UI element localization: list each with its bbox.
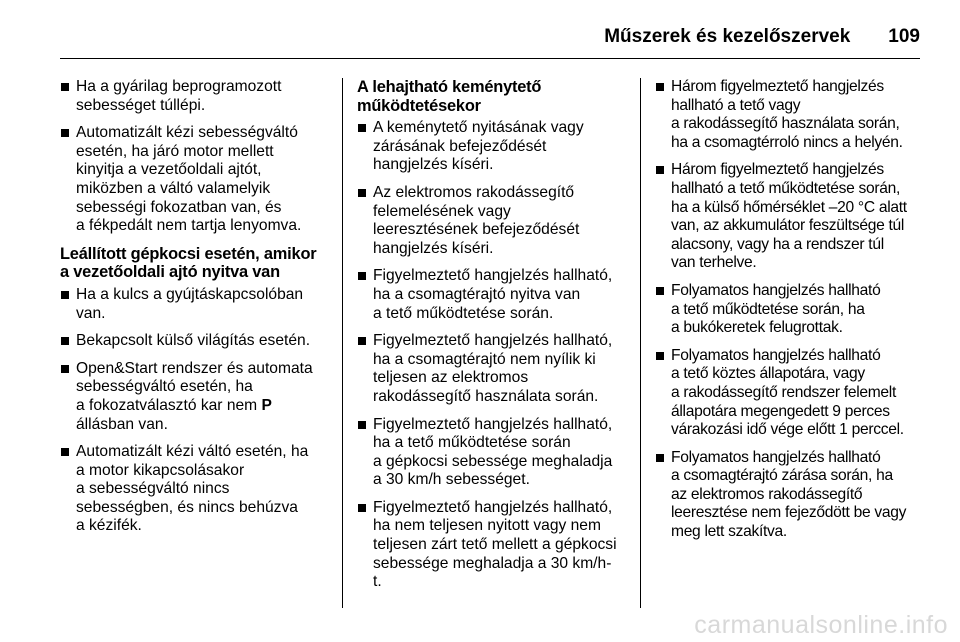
bullet-icon	[358, 189, 366, 197]
column-2	[357, 78, 625, 601]
col1-list-1	[60, 78, 328, 236]
item-line: Három figyelmeztető hangjelzés	[671, 161, 884, 179]
bullet-icon	[61, 129, 69, 137]
item-line: Ha a gyárilag beprogramozott	[76, 78, 282, 95]
item-line: a bukókeretek felugrottak.	[671, 319, 843, 337]
item-line: sebességet túllépi.	[76, 96, 206, 114]
item-line: Figyelmeztető hangjelzés hallható,	[373, 267, 613, 285]
item-line: meg lett szakítva.	[671, 523, 787, 541]
item-line: sebességi fokozatban van, és	[76, 198, 282, 216]
item-line: ha a csomagtérajtó nem nyílik ki	[373, 350, 596, 368]
item-line: t.	[373, 573, 382, 591]
bullet-icon	[358, 272, 366, 280]
bullet-icon	[656, 166, 664, 174]
item-line: Open&Start rendszer és automata	[76, 359, 313, 377]
col3-list	[655, 78, 923, 542]
col1-list-3	[60, 443, 328, 536]
item-line: a gépkocsi sebessége meghaladja	[373, 452, 613, 470]
item-line: a 30 km/h sebességet.	[373, 471, 530, 489]
item-line: miközben a váltó valamelyik	[76, 179, 271, 197]
bullet-icon	[61, 337, 69, 345]
heading-line: a vezetőoldali ajtó nyitva van	[60, 263, 280, 282]
item-line: van, az akkumulátor feszültsége túl	[671, 217, 905, 235]
item-line: Három figyelmeztető hangjelzés	[671, 78, 884, 95]
item-line: hangjelzés kíséri.	[373, 239, 494, 257]
item-line: ha a csomagtérroló nincs a helyén.	[671, 133, 903, 151]
column-divider-1	[342, 78, 343, 608]
item-line: van terhelve.	[671, 254, 757, 272]
item-line: teljesen zárt tető mellett a gépkocsi	[373, 536, 617, 554]
list-item	[655, 449, 923, 542]
col1-heading	[60, 245, 328, 282]
item-line: Automatizált kézi váltó esetén, ha	[76, 443, 309, 461]
list-item	[60, 360, 328, 434]
item-line: a fékpedált nem tartja lenyomva.	[76, 217, 302, 235]
list-item	[655, 78, 923, 152]
item-line: a csomagtérajtó zárása során, ha	[671, 467, 893, 485]
page-number: 109	[888, 26, 920, 47]
item-line: a tető működtetése során, ha	[671, 300, 865, 318]
header-divider	[60, 58, 920, 59]
item-line: a sebességváltó nincs	[76, 480, 230, 498]
item-line: ha a csomagtérajtó nyitva van	[373, 285, 581, 303]
bullet-icon	[358, 337, 366, 345]
item-line: Figyelmeztető hangjelzés hallható,	[373, 332, 613, 350]
item-line: Folyamatos hangjelzés hallható	[671, 346, 881, 364]
bullet-icon	[61, 83, 69, 91]
item-line: leeresztésének befejeződését	[373, 221, 580, 239]
item-line: Figyelmeztető hangjelzés hallható,	[373, 498, 613, 516]
item-line: Folyamatos hangjelzés hallható	[671, 281, 881, 299]
list-item	[60, 124, 328, 236]
item-line: zárásának befejeződését	[373, 137, 547, 155]
bullet-icon	[656, 454, 664, 462]
item-line: ha a külső hőmérséklet –20 °C alatt	[671, 198, 907, 216]
item-line: a kézifék.	[76, 517, 142, 535]
item-line: leeresztése nem fejeződött be vagy	[671, 504, 907, 522]
bullet-icon	[656, 352, 664, 360]
item-line: sebességben, és nincs behúzva	[76, 498, 298, 516]
list-item	[655, 282, 923, 338]
item-line: Bekapcsolt külső világítás esetén.	[76, 332, 311, 350]
page-title: Műszerek és kezelőszervek	[604, 26, 851, 47]
item-line: a motor kikapcsolásakor	[76, 461, 245, 479]
list-item	[60, 286, 328, 323]
list-item	[60, 443, 328, 536]
list-item	[60, 332, 328, 351]
list-item	[357, 267, 625, 323]
bullet-icon	[358, 124, 366, 132]
bullet-icon	[61, 365, 69, 373]
item-line: rakodássegítő használata során.	[373, 387, 599, 405]
heading-line: működtetésekor	[357, 96, 481, 115]
item-line: ha a tető működtetése során	[373, 434, 571, 452]
item-line: a tető köztes állapotára, vagy	[671, 365, 865, 383]
column-divider-2	[640, 78, 641, 608]
bullet-icon	[656, 83, 664, 91]
item-line: állásban van.	[76, 415, 168, 433]
item-line: kinyitja a vezetőoldali ajtót,	[76, 161, 262, 179]
heading-line: Leállított gépkocsi esetén, amikor	[60, 244, 317, 263]
item-text: a fokozatválasztó kar nem	[76, 396, 262, 414]
item-line: Automatizált kézi sebességváltó	[76, 124, 298, 142]
item-line: várakozási idő vége előtt 1 perccel.	[671, 421, 904, 439]
item-line: A keménytető nyitásának vagy	[373, 119, 584, 137]
page-header	[60, 16, 920, 48]
bullet-icon	[656, 287, 664, 295]
item-line: Figyelmeztető hangjelzés hallható,	[373, 415, 613, 433]
item-line: állapotára megengedett 9 perces	[671, 402, 890, 420]
column-3	[655, 78, 923, 551]
item-line: hangjelzés kíséri.	[373, 156, 494, 174]
list-item	[655, 161, 923, 273]
list-item	[357, 332, 625, 406]
item-line: van.	[76, 304, 106, 322]
gear-position-p: P	[261, 396, 272, 414]
item-line: hallható a tető működtetése során,	[671, 179, 901, 197]
item-line: Az elektromos rakodássegítő	[373, 183, 575, 201]
bullet-icon	[358, 504, 366, 512]
item-line: alacsony, vagy ha a rendszer túl	[671, 235, 884, 253]
item-line	[76, 397, 328, 416]
column-1	[60, 78, 328, 545]
item-line: Ha a kulcs a gyújtáskapcsolóban	[76, 285, 304, 303]
item-line: hallható a tető vagy	[671, 96, 801, 114]
bullet-icon	[358, 421, 366, 429]
item-line: a tető működtetése során.	[373, 304, 554, 322]
item-line: teljesen az elektromos	[373, 369, 529, 387]
bullet-icon	[61, 291, 69, 299]
col1-list-2	[60, 286, 328, 351]
list-item	[357, 499, 625, 592]
item-line: ha nem teljesen nyitott vagy nem	[373, 517, 601, 535]
heading-line: A lehajtható keménytető	[357, 78, 542, 96]
item-line: sebességváltó esetén, ha	[76, 378, 253, 396]
item-line: az elektromos rakodássegítő	[671, 485, 863, 503]
list-item	[655, 347, 923, 440]
item-line: Folyamatos hangjelzés hallható	[671, 448, 881, 466]
list-item	[60, 78, 328, 115]
col2-list	[357, 119, 625, 592]
col2-heading	[357, 78, 625, 115]
list-item	[357, 416, 625, 490]
item-line: a rakodássegítő használata során,	[671, 115, 900, 133]
bullet-icon	[61, 448, 69, 456]
item-line: a rakodássegítő rendszer felemelt	[671, 383, 896, 401]
item-line: felemelésének vagy	[373, 202, 511, 220]
list-item	[357, 184, 625, 258]
watermark: carmanualsonline.info	[694, 611, 948, 639]
item-line: esetén, ha járó motor mellett	[76, 142, 274, 160]
list-item	[357, 119, 625, 175]
item-line: sebessége meghaladja a 30 km/h-	[373, 554, 612, 572]
